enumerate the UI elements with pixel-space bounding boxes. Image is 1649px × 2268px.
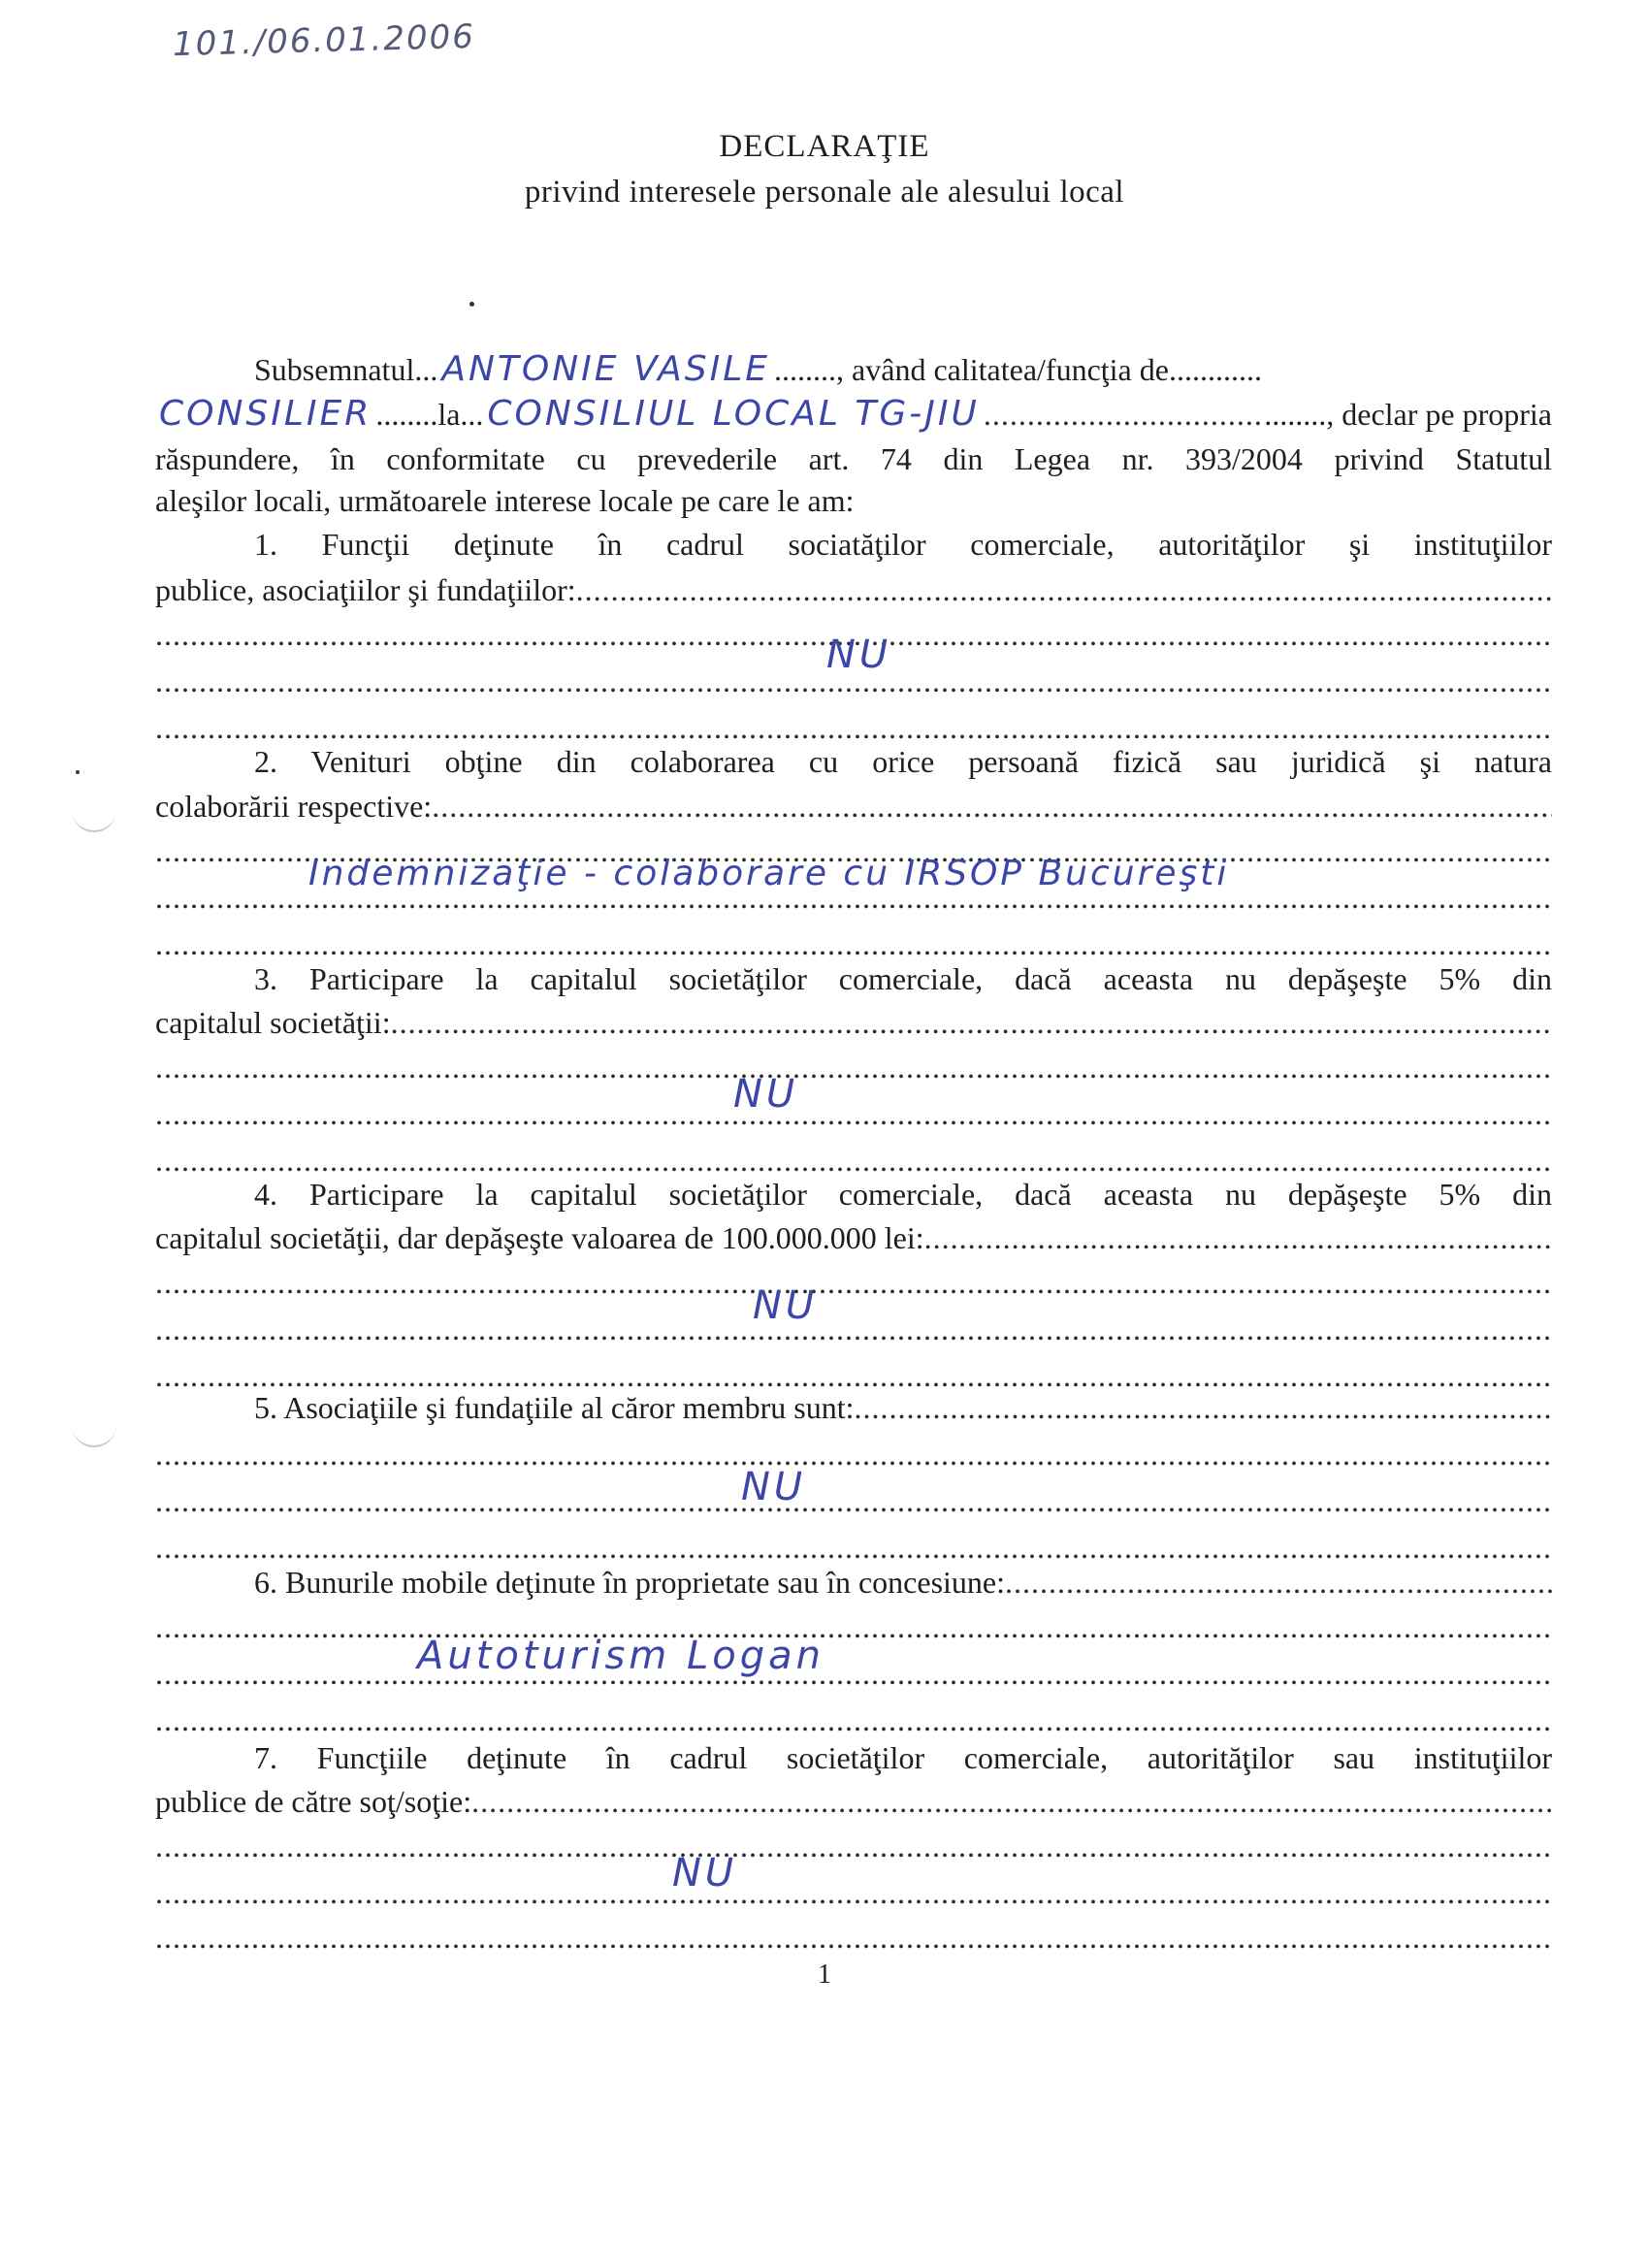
dotted-line xyxy=(155,1826,1552,1866)
punch-hole-mark xyxy=(72,1416,116,1447)
document-subtitle: privind interesele personale ale alesului local xyxy=(524,175,1125,210)
section-1-heading: 1. Funcţii deţinute în cadrul sociatăţilor comerciale, autorităţilor şi instituţiilor xyxy=(254,527,1552,562)
section-7-subheading: publice de către soţ/soţie: ..... xyxy=(155,1781,1552,1822)
dotted-line xyxy=(155,1262,1552,1303)
intro-line-4: aleşilor locali, următoarele interese locale pe care le am: xyxy=(155,483,855,518)
section-5-heading: 5. Asociaţiile şi fundaţiile al căror membru sunt: ..... xyxy=(254,1387,1552,1428)
section-2-subheading: colaborării respective: ..... xyxy=(155,786,1552,826)
dotted-line xyxy=(155,1653,1552,1694)
declarant-name: ANTONIE VASILE xyxy=(441,349,771,389)
dotted-line xyxy=(155,1434,1552,1474)
dotted-line xyxy=(155,1093,1552,1134)
intro-avand-calitatea: ........, având calitatea/funcţia de............ xyxy=(774,352,1262,387)
section-4-answer: NU xyxy=(753,1283,819,1328)
intro-line-1 xyxy=(254,349,1552,390)
handwritten-registration-number: 101./06.01.2006 xyxy=(172,16,476,65)
section-6-answer: Autoturism Logan xyxy=(417,1634,824,1678)
section-4-heading: 4. Participare la capitalul societăţilor comerciale, dacă aceasta nu depăşeşte 5% din xyxy=(254,1177,1552,1212)
intro-la: ........la... xyxy=(375,397,484,432)
dotted-line xyxy=(155,1606,1552,1647)
section-3-heading: 3. Participare la capitalul societăţilor comerciale, dacă aceasta nu depăşeşte 5% din xyxy=(254,961,1552,996)
dotted-fill xyxy=(984,394,1264,435)
section-3-answer: NU xyxy=(733,1072,799,1117)
section-6-heading: 6. Bunurile mobile deţinute în proprietate sau în concesiune: ..... xyxy=(254,1562,1552,1603)
punch-hole-mark xyxy=(72,801,116,832)
section-4-subheading: capitalul societăţii, dar depăşeşte valoarea de 100.000.000 lei: ..... xyxy=(155,1217,1552,1258)
dotted-line xyxy=(155,1309,1552,1349)
declarant-function: CONSILIER xyxy=(159,394,372,434)
section-2-answer: Indemnizaţie - colaborare cu IRSOP Bucureşti xyxy=(308,854,1230,893)
intro-declar: ........, declar pe propria xyxy=(1264,397,1552,432)
dotted-line xyxy=(155,1700,1552,1740)
ink-speck xyxy=(469,302,474,307)
section-2-heading: 2. Venituri obţine din colaborarea cu orice persoană fizică sau juridică şi natura xyxy=(254,744,1552,779)
dotted-line xyxy=(155,1917,1552,1958)
intro-subsemnatul: Subsemnatul... xyxy=(254,352,438,387)
section-7-answer: NU xyxy=(672,1851,738,1895)
declarant-institution: CONSILIUL LOCAL TG-JIU xyxy=(487,394,980,434)
dotted-line xyxy=(155,1047,1552,1087)
section-5-answer: NU xyxy=(741,1465,807,1509)
intro-line-2 xyxy=(155,394,1552,435)
dotted-line xyxy=(155,1872,1552,1913)
section-7-heading: 7. Funcţiile deţinute în cadrul societăţilor comerciale, autorităţilor sau instituţiilor xyxy=(254,1740,1552,1775)
ink-speck xyxy=(76,770,80,774)
document-title: DECLARAŢIE xyxy=(719,129,930,164)
section-3-subheading: capitalul societăţii: ..... xyxy=(155,1002,1552,1043)
section-1-answer: NU xyxy=(826,632,892,677)
page-number: 1 xyxy=(818,1960,831,1990)
section-1-subheading: publice, asociaţiilor şi fundaţiilor: ..... xyxy=(155,569,1552,610)
intro-line-3: răspundere, în conformitate cu prevederile art. 74 din Legea nr. 393/2004 privind Statutul xyxy=(155,441,1552,476)
dotted-line xyxy=(155,1480,1552,1521)
